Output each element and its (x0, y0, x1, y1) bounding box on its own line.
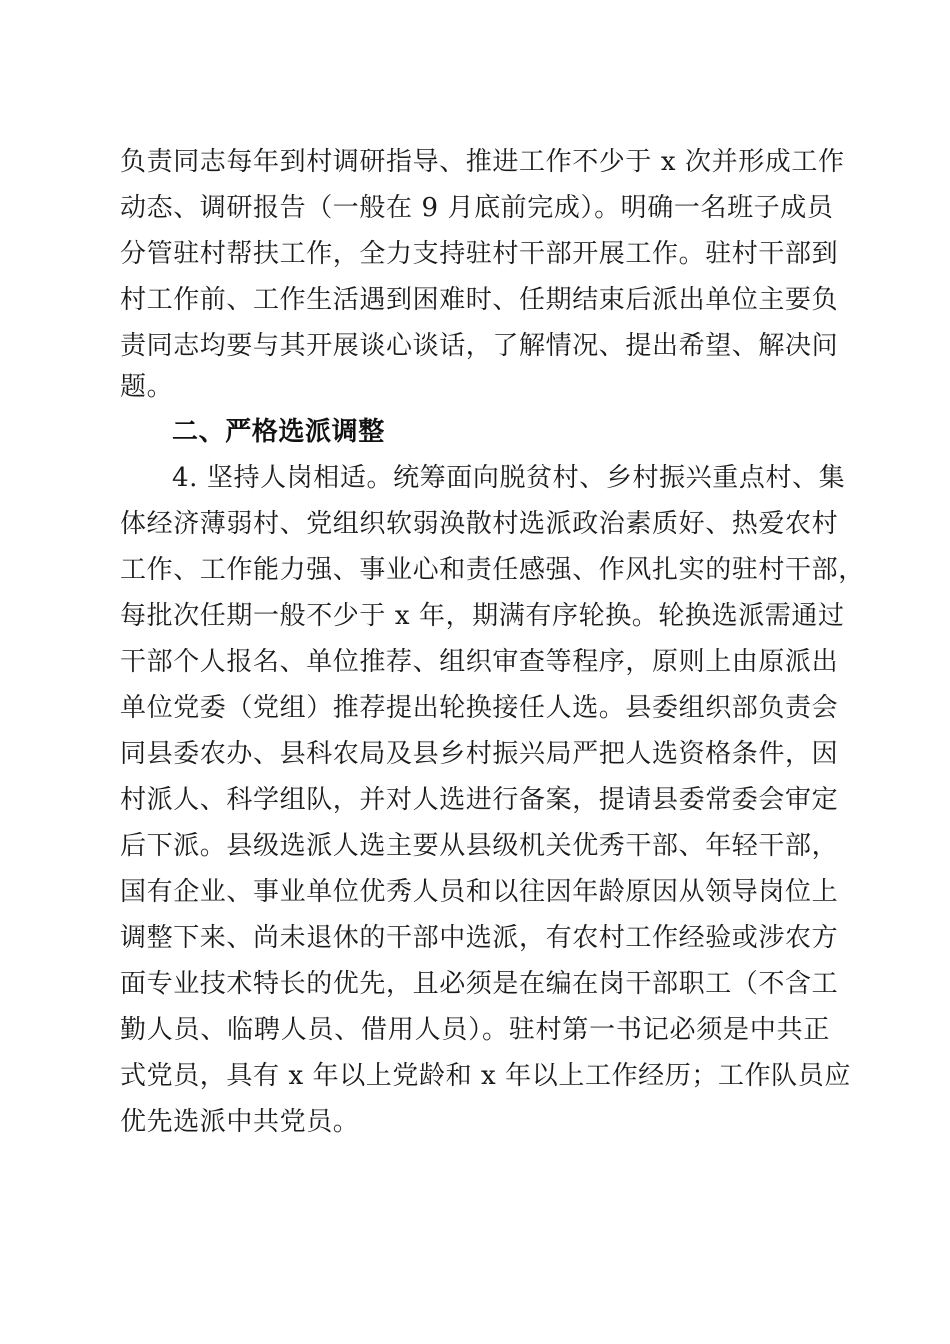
paragraph-line: 国有企业、事业单位优秀人员和以往因年龄原因从领导岗位上 (120, 877, 839, 907)
paragraph-line: 责同志均要与其开展谈心谈话，了解情况、提出希望、解决问 (120, 331, 839, 361)
paragraph-line: 式党员，具有 x 年以上党龄和 x 年以上工作经历；工作队员应 (120, 1061, 851, 1091)
paragraph-line: 题。 (120, 372, 174, 402)
paragraph-line: 4. 坚持人岗相适。统筹面向脱贫村、乡村振兴重点村、集 (172, 463, 846, 493)
paragraph-line: 调整下来、尚未退休的干部中选派，有农村工作经验或涉农方 (120, 923, 839, 953)
paragraph-line: 村工作前、工作生活遇到困难时、任期结束后派出单位主要负 (120, 285, 839, 315)
paragraph-line: 分管驻村帮扶工作，全力支持驻村干部开展工作。驻村干部到 (120, 239, 839, 269)
paragraph-line: 优先选派中共党员。 (120, 1107, 360, 1137)
paragraph-line: 同县委农办、县科农局及县乡村振兴局严把人选资格条件，因 (120, 739, 839, 769)
paragraph-line: 每批次任期一般不少于 x 年，期满有序轮换。轮换选派需通过 (120, 601, 845, 631)
paragraph-line: 工作、工作能力强、事业心和责任感强、作风扎实的驻村干部， (120, 555, 865, 585)
paragraph-line: 动态、调研报告（一般在 9 月底前完成）。明确一名班子成员 (120, 193, 834, 223)
paragraph-line: 干部个人报名、单位推荐、组织审查等程序，原则上由原派出 (120, 647, 839, 677)
paragraph-line: 单位党委（党组）推荐提出轮换接任人选。县委组织部负责会 (120, 693, 839, 723)
paragraph-line: 村派人、科学组队，并对人选进行备案，提请县委常委会审定 (120, 785, 839, 815)
paragraph-line: 勤人员、临聘人员、借用人员）。驻村第一书记必须是中共正 (120, 1015, 830, 1045)
paragraph-line: 面专业技术特长的优先，且必须是在编在岗干部职工（不含工 (120, 969, 839, 999)
section-heading: 二、严格选派调整 (172, 417, 385, 447)
paragraph-line: 体经济薄弱村、党组织软弱涣散村选派政治素质好、热爱农村 (120, 509, 839, 539)
paragraph-line: 后下派。县级选派人选主要从县级机关优秀干部、年轻干部， (120, 831, 839, 861)
paragraph-line: 负责同志每年到村调研指导、推进工作不少于 x 次并形成工作 (120, 147, 845, 177)
